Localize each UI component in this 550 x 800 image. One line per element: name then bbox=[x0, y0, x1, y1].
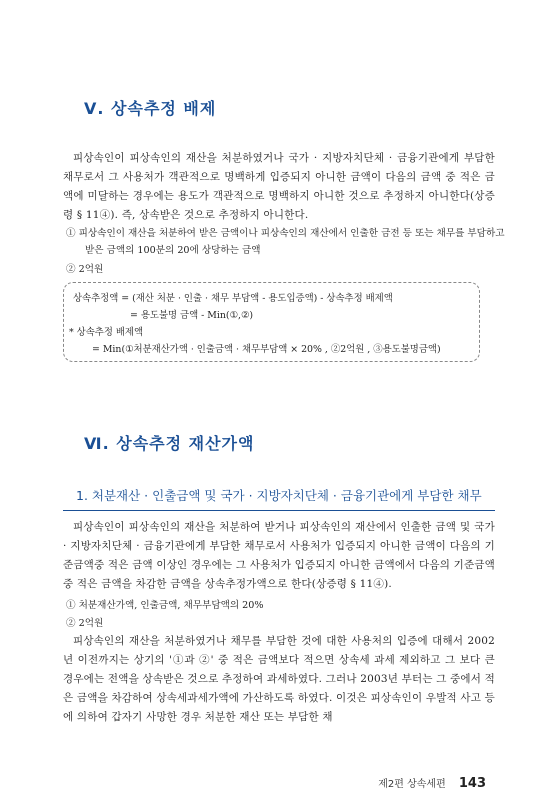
section-5-title: Ⅴ. 상속추정 배제 bbox=[84, 99, 217, 118]
page-footer bbox=[378, 772, 486, 791]
section-5-item-1: ① 피상속인이 재산을 처분하여 받은 금액이나 피상속인의 재산에서 인출한 금전 등 또는 채무를 부담하고 받은 금액의 100분의 20에 상당하는 금액 bbox=[66, 228, 505, 256]
formula-box bbox=[63, 282, 480, 362]
formula-line-3: * 상속추정 배제액 bbox=[69, 327, 144, 338]
top-band bbox=[0, 0, 550, 22]
section-5-item-2: ② 2억원 bbox=[66, 264, 104, 275]
section-6-item-2: ② 2억원 bbox=[66, 618, 104, 629]
formula-line-1: 상속추정액 = (재산 처분 · 인출 · 채무 부담액 - 용도입증액) - 상속추정 배제액 bbox=[73, 293, 393, 304]
footer-chapter: 제2편 상속세편 bbox=[378, 779, 446, 790]
section-6-subtitle: 1. 처분재산 · 인출금액 및 국가 · 지방자치단체 · 금융기관에게 부담한 채무 bbox=[76, 488, 482, 503]
section-6-item-1: ① 처분재산가액, 인출금액, 채무부담액의 20% bbox=[66, 600, 264, 611]
subtitle-underline bbox=[63, 510, 495, 511]
formula-line-2: = 용도불명 금액 - Min(①,②) bbox=[130, 310, 254, 321]
section-5-paragraph: 피상속인이 피상속인의 재산을 처분하였거나 국가 · 지방자치단체 · 금융기관에게 부담한 채무로서 그 사용처가 객관적으로 명백하게 입증되지 아니한 금액이 다음의 금액 중 적은 금액에 미달하는 경우에는 용도가 객관적으로 명백하지 아니한 것으로 추정하지 아니한다(상증령 § 11④). 즉, 상속받은 것으로 추정하지 아니한다. bbox=[63, 152, 495, 221]
formula-line-4: = Min(①처분재산가액 · 인출금액 · 채무부담액 × 20% , ②2억원 , ③용도불명금액) bbox=[92, 344, 441, 355]
page-number: 143 bbox=[458, 776, 486, 791]
section-6-paragraph-2: 피상속인의 재산을 처분하였거나 채무를 부담한 것에 대한 사용처의 입증에 대해서 2002년 이전까지는 상기의 '①과 ②' 중 적은 금액보다 적으면 상속세 과세 제외하고 그 보다 큰 경우에는 전액을 상속받은 것으로 추정하여 과세하였다. 그러나 2003년 부터는 그 중에서 적은 금액을 차감하여 상속세과세가액에 가산하도록 하였다. 이것은 피상속인이 우발적 사고 등에 의하여 갑자기 사망한 경우 처분한 재산 또는 부담한 채 bbox=[63, 635, 495, 723]
section-6-paragraph-1: 피상속인이 피상속인의 재산을 처분하여 받거나 피상속인의 재산에서 인출한 금액 및 국가 · 지방자치단체 · 금융기관에게 부담한 채무로서 사용처가 입증되지 아니한 금액이 다음의 기준금액중 적은 금액 이상인 경우에는 그 사용처가 입증되지 아니한 금액에서 다음의 기준금액중 적은 금액을 차감한 금액을 상속추정가액으로 한다(상증령 § 11④). bbox=[63, 521, 495, 590]
section-6-title: Ⅵ. 상속추정 재산가액 bbox=[84, 434, 255, 453]
